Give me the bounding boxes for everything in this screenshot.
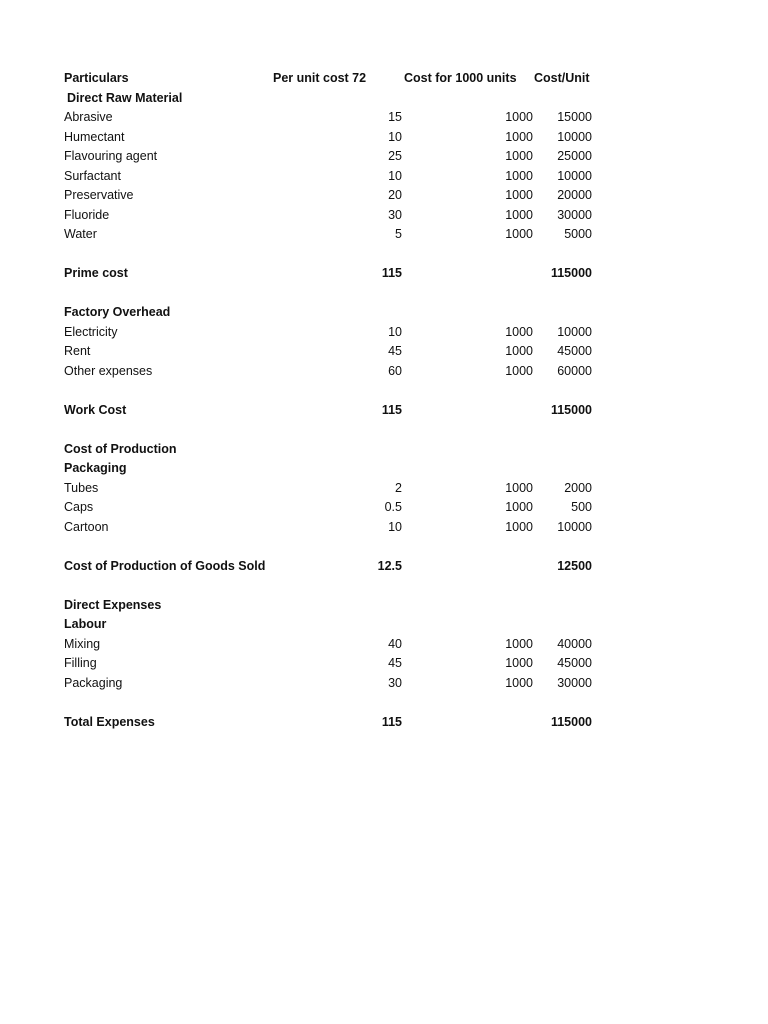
total-cost: 12500 [557,558,592,573]
line-item-quantity: 1000 [505,480,533,495]
line-item-row [64,674,604,694]
total-per-unit: 115 [381,714,402,729]
line-item-row [64,186,604,206]
total-cost: 115000 [550,714,592,729]
spacer [64,381,604,401]
section-subtitle: Labour [64,617,107,631]
line-item-cost: 10000 [557,129,592,144]
line-item-row [64,518,604,538]
line-item-label: Fluoride [64,207,110,222]
line-item-cost: 15000 [557,110,592,124]
line-item-quantity: 1000 [505,129,533,144]
line-item-cost: 500 [571,500,592,514]
line-item-quantity: 1000 [505,363,533,378]
section-title: Direct Raw Material [67,90,183,105]
line-item-per-unit: 10 [388,519,402,534]
section-title-cost-of-production [64,440,604,460]
line-item-quantity: 1000 [505,344,533,358]
section-subtitle: Packaging [64,461,127,475]
total-per-unit: 115 [381,402,402,417]
line-item-quantity: 1000 [505,227,533,241]
work-cost-row [64,401,604,421]
section-title: Direct Expenses [64,597,162,612]
spacer [64,537,604,557]
total-cost: 115000 [550,266,592,280]
line-item-cost: 25000 [557,149,592,163]
line-item-per-unit: 10 [388,129,402,144]
line-item-row [64,342,604,362]
line-item-quantity: 1000 [505,324,533,339]
line-item-per-unit: 45 [388,656,402,670]
header-per-unit-cost: Per unit cost 72 [273,71,367,85]
spacer [64,420,604,440]
line-item-per-unit: 20 [388,188,402,202]
line-item-label: Filling [64,656,97,670]
line-item-label: Other expenses [64,363,153,378]
line-item-label: Flavouring agent [64,149,158,163]
raw-material-rows [64,108,604,245]
line-item-per-unit: 10 [388,168,402,183]
line-item-per-unit: 15 [388,110,402,124]
line-item-quantity: 1000 [505,110,533,124]
total-expenses-row [64,713,604,733]
line-item-cost: 60000 [557,363,592,378]
total-label: Cost of Production of Goods Sold [64,558,266,573]
section-title: Factory Overhead [64,305,171,319]
line-item-per-unit: 30 [388,207,402,222]
prime-cost-row [64,264,604,284]
total-cost: 115000 [550,402,592,417]
section-subtitle-packaging [64,459,604,479]
line-item-quantity: 1000 [505,149,533,163]
line-item-per-unit: 25 [388,149,402,163]
line-item-cost: 10000 [557,324,592,339]
line-item-quantity: 1000 [505,675,533,690]
line-item-cost: 30000 [557,675,592,690]
line-item-row [64,206,604,226]
total-per-unit: 12.5 [377,558,402,573]
line-item-label: Humectant [64,129,125,144]
line-item-row [64,323,604,343]
line-item-label: Caps [64,500,94,514]
spacer [64,245,604,265]
line-item-cost: 20000 [557,188,592,202]
header-cost-per-unit: Cost/Unit [534,71,590,85]
section-title: Cost of Production [64,441,177,456]
line-item-per-unit: 10 [388,324,402,339]
line-item-cost: 10000 [557,519,592,534]
line-item-per-unit: 5 [395,227,402,241]
total-label: Work Cost [64,402,127,417]
line-item-row [64,479,604,499]
factory-overhead-rows [64,323,604,382]
line-item-per-unit: 2 [395,480,402,495]
line-item-row [64,498,604,518]
section-title-factory-overhead [64,303,604,323]
line-item-quantity: 1000 [505,636,533,651]
line-item-quantity: 1000 [505,656,533,670]
packaging-rows [64,479,604,538]
line-item-row [64,635,604,655]
section-title-raw-material [64,89,604,109]
line-item-row [64,654,604,674]
line-item-per-unit: 45 [388,344,402,358]
line-item-row [64,362,604,382]
cogs-row [64,557,604,577]
spacer [64,284,604,304]
line-item-per-unit: 60 [388,363,402,378]
line-item-cost: 2000 [564,480,592,495]
line-item-label: Abrasive [64,110,113,124]
total-per-unit: 115 [381,266,402,280]
line-item-row [64,147,604,167]
total-label: Total Expenses [64,714,155,729]
spacer [64,693,604,713]
line-item-label: Preservative [64,188,134,202]
line-item-per-unit: 0.5 [384,500,402,514]
spacer [64,576,604,596]
header-cost-for-1000-units: Cost for 1000 units [404,71,517,85]
line-item-label: Surfactant [64,168,121,183]
line-item-label: Water [64,227,97,241]
line-item-label: Cartoon [64,519,109,534]
header-row [64,69,604,89]
line-item-quantity: 1000 [505,519,533,534]
section-subtitle-labour [64,615,604,635]
cost-sheet [64,69,604,732]
line-item-per-unit: 40 [388,636,402,651]
line-item-cost: 45000 [557,344,592,358]
header-particulars: Particulars [64,71,129,85]
line-item-quantity: 1000 [505,168,533,183]
line-item-cost: 5000 [564,227,592,241]
line-item-cost: 45000 [557,656,592,670]
line-item-row [64,108,604,128]
line-item-label: Packaging [64,675,123,690]
line-item-cost: 10000 [557,168,592,183]
line-item-quantity: 1000 [505,207,533,222]
line-item-cost: 30000 [557,207,592,222]
line-item-row [64,167,604,187]
line-item-label: Electricity [64,324,118,339]
labour-rows [64,635,604,694]
line-item-row [64,128,604,148]
line-item-cost: 40000 [557,636,592,651]
section-title-direct-expenses [64,596,604,616]
line-item-label: Rent [64,344,91,358]
line-item-quantity: 1000 [505,188,533,202]
total-label: Prime cost [64,266,128,280]
line-item-quantity: 1000 [505,500,533,514]
line-item-label: Tubes [64,480,99,495]
line-item-row [64,225,604,245]
line-item-label: Mixing [64,636,101,651]
line-item-per-unit: 30 [388,675,402,690]
